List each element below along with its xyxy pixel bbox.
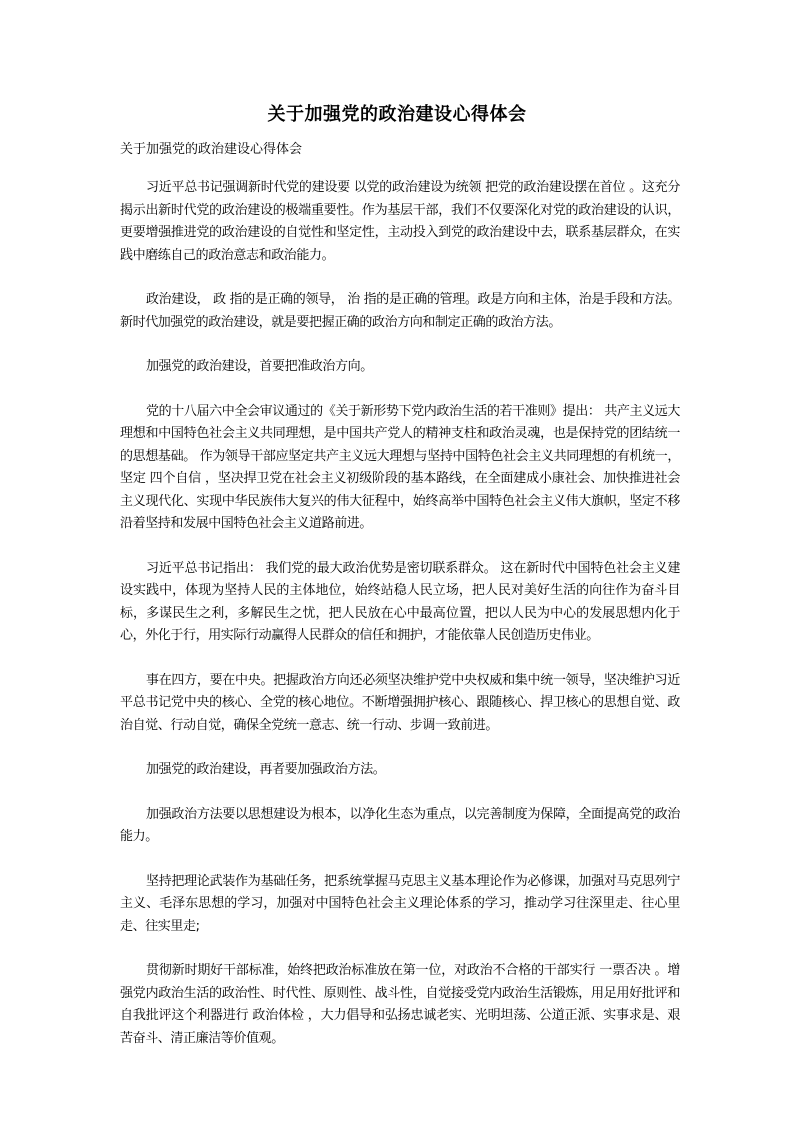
document-body <box>120 177 680 1072</box>
paragraph: 加强政治方法要以思想建设为根本，以净化生态为重点，以完善制度为保障，全面提高党的政治能力。 <box>120 806 680 844</box>
paragraph: 事在四方，要在中央。把握政治方向还必须坚决维护党中央权威和集中统一领导，坚决维护习近平总书记党中央的核心、全党的核心地位。不断增强拥护核心、跟随核心、捍卫核心的思想自觉、政治自觉、行动自觉，确保全党统一意志、统一行动、步调一致前进。 <box>120 672 680 733</box>
paragraph: 坚持把理论武装作为基础任务，把系统掌握马克思主义基本理论作为必修课，加强对马克思列宁主义、毛泽东思想的学习，加强对中国特色社会主义理论体系的学习，推动学习往深里走、往心里走、往实里走; <box>120 873 680 934</box>
paragraph: 贯彻新时期好干部标准，始终把政治标准放在第一位，对政治不合格的干部实行 一票否决 。增强党内政治生活的政治性、时代性、原则性、战斗性，自觉接受党内政治生活锻炼，用足用好批评和自我批评这个利器进行 政治体检 ，大力倡导和弘扬忠诚老实、光明坦荡、公道正派、实事求是、艰苦奋斗、清正廉洁等价值观。 <box>120 963 680 1046</box>
paragraph: 加强党的政治建设，首要把准政治方向。 <box>146 359 373 374</box>
document-subtitle: 关于加强党的政治建设心得体会 <box>120 142 303 157</box>
paragraph: 党的十八届六中全会审议通过的《关于新形势下党内政治生活的若干准则》提出： 共产主义远大理想和中国特色社会主义共同理想，是中国共产党人的精神支柱和政治灵魂，也是保持党的团结统一的思想基础。 作为领导干部应坚定共产主义远大理想与坚持中国特色社会主义共同理想的有机统一，坚定 四个自信 ，坚决捍卫党在社会主义初级阶段的基本路线，在全面建成小康社会、加快推进社会主义现代化、实现中华民族伟大复兴的伟大征程中，始终高举中国特色社会主义伟大旗帜，坚定不移沿着坚持和发展中国特色社会主义道路前进。 <box>120 403 680 531</box>
document-title: 关于加强党的政治建设心得体会 <box>267 104 527 125</box>
paragraph: 政治建设， 政 指的是正确的领导， 治 指的是正确的管理。政是方向和主体，治是手段和方法。新时代加强党的政治建设，就是要把握正确的政治方向和制定正确的政治方法。 <box>120 292 680 330</box>
paragraph: 习近平总书记强调新时代党的建设要 以党的政治建设为统领 把党的政治建设摆在首位 。这充分揭示出新时代党的政治建设的极端重要性。作为基层干部，我们不仅要深化对党的政治建设的认识，更要增强推进党的政治建设的自觉性和坚定性，主动投入到党的政治建设中去，联系基层群众，在实践中磨练自己的政治意志和政治能力。 <box>120 180 680 263</box>
paragraph: 加强党的政治建设，再者要加强政治方法。 <box>146 762 386 777</box>
paragraph: 习近平总书记指出： 我们党的最大政治优势是密切联系群众。 这在新时代中国特色社会主义建设实践中，体现为坚持人民的主体地位，始终站稳人民立场，把人民对美好生活的向往作为奋斗目标，多谋民生之利，多解民生之忧，把人民放在心中最高位置，把以人民为中心的发展思想内化于心，外化于行，用实际行动赢得人民群众的信任和拥护，才能依靠人民创造历史伟业。 <box>120 560 680 643</box>
